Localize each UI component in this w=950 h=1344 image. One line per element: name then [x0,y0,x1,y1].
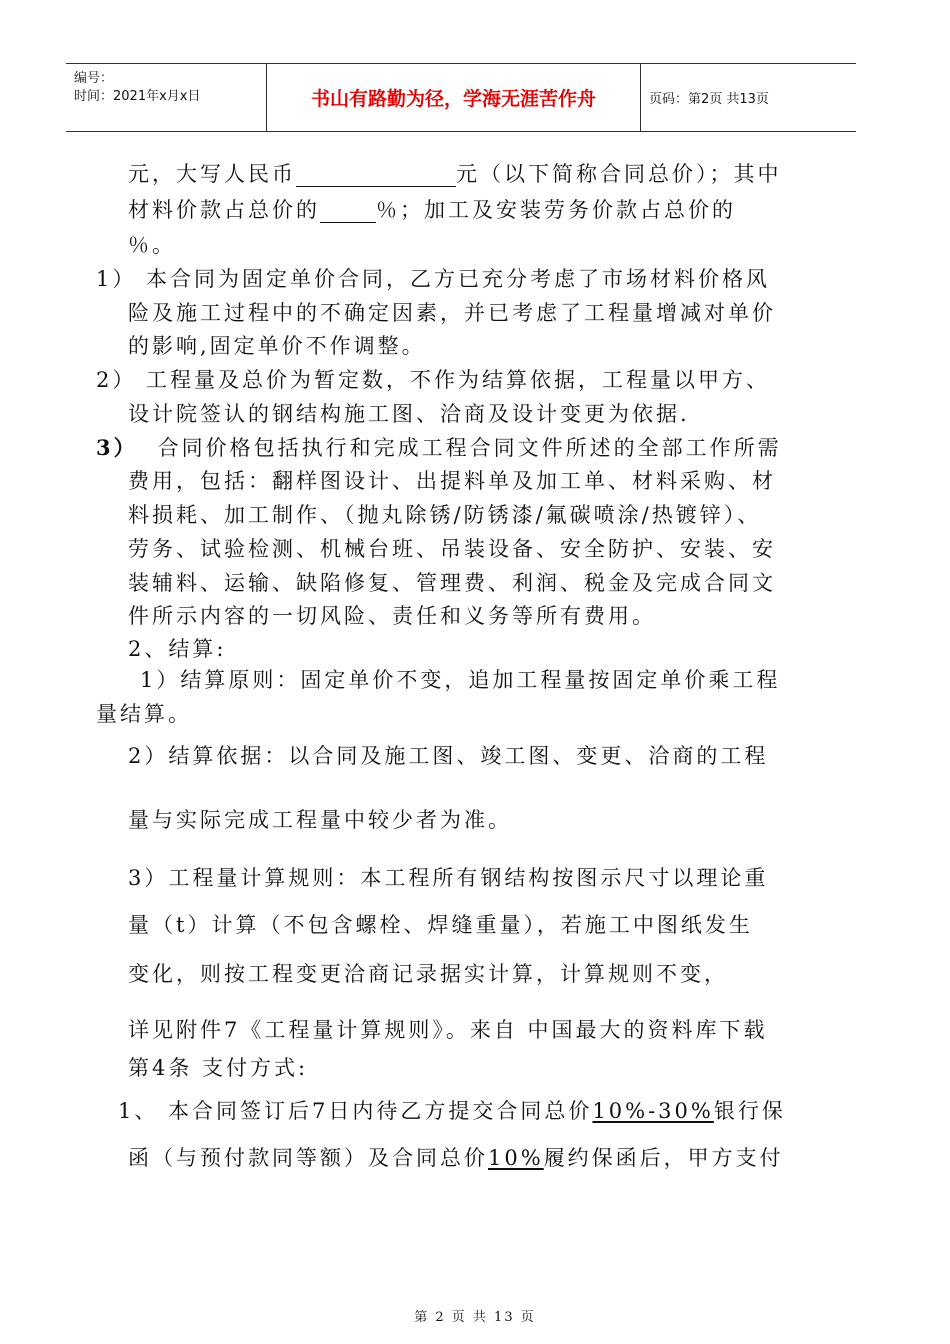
amount-blank [296,162,456,187]
text-line: 1） 本合同为固定单价合同，乙方已充分考虑了市场材料价格风 [96,267,771,291]
text-line: 装辅料、运输、缺陷修复、管理费、利润、税金及完成合同文 [128,571,776,595]
document-number-label: 编号： [74,71,114,86]
text-line: 1）结算原则：固定单价不变，追加工程量按固定单价乘工程 [140,668,781,692]
text-line: 3）工程量计算规则：本工程所有钢结构按图示尺寸以理论重 [128,866,769,890]
text-line: 的影响,固定单价不作调整。 [128,334,426,358]
document-time-label: 时间：2021年x月x日 [74,89,201,104]
text-line: 劳务、试验检测、机械台班、吊装设备、安全防护、安装、安 [128,537,776,561]
text-line: 1、 本合同签订后7日内待乙方提交合同总价10%-30%银行保 [118,1099,786,1123]
text-line: 设计院签认的钢结构施工图、洽商及设计变更为依据. [128,402,690,426]
text-line: 元，大写人民币 元（以下简称合同总价）；其中 [128,162,782,186]
text-line: 2） 工程量及总价为暂定数，不作为结算依据，工程量以甲方、 [96,368,771,392]
text-line: 3） 合同价格包括执行和完成工程合同文件所述的全部工作所需 [96,435,782,460]
text-line: 材料价款占总价的 ％；加工及安装劳务价款占总价的 [128,198,736,222]
text-line: 料损耗、加工制作、（抛丸除锈/防锈漆/氟碳喷涂/热镀锌）、 [128,503,762,527]
text-line: 件所示内容的一切风险、责任和义务等所有费用。 [128,604,656,628]
text-line: 费用，包括：翻样图设计、出提料单及加工单、材料采购、材 [128,469,776,493]
page-footer: 第 2 页 共 13 页 [414,1310,536,1325]
text-line: 量结算。 [96,702,192,726]
text-line: 2）结算依据：以合同及施工图、竣工图、变更、洽商的工程 [128,744,769,768]
text-line: 变化，则按工程变更洽商记录据实计算，计算规则不变， [128,962,728,986]
text-line: ％。 [128,233,176,257]
text-line: 量（t）计算（不包含螺栓、焊缝重量），若施工中图纸发生 [128,913,753,937]
section-heading: 2、结算: [128,637,227,661]
page-header [66,63,856,132]
header-page-info: 页码：第2页 共13页 [649,92,769,107]
percent-blank [320,198,376,223]
header-motto: 书山有路勤为径，学海无涯苦作舟 [267,64,641,131]
text-line: 详见附件7《工程量计算规则》。来自 中国最大的资料库下载 [128,1018,768,1042]
text-line: 函（与预付款同等额）及合同总价10%履约保函后，甲方支付 [128,1146,784,1170]
article-heading: 第4条 支付方式: [128,1056,309,1080]
header-left-cell [66,64,267,131]
text-line: 量与实际完成工程量中较少者为准。 [128,808,512,832]
text-line: 险及施工过程中的不确定因素，并已考虑了工程量增减对单价 [128,301,776,325]
